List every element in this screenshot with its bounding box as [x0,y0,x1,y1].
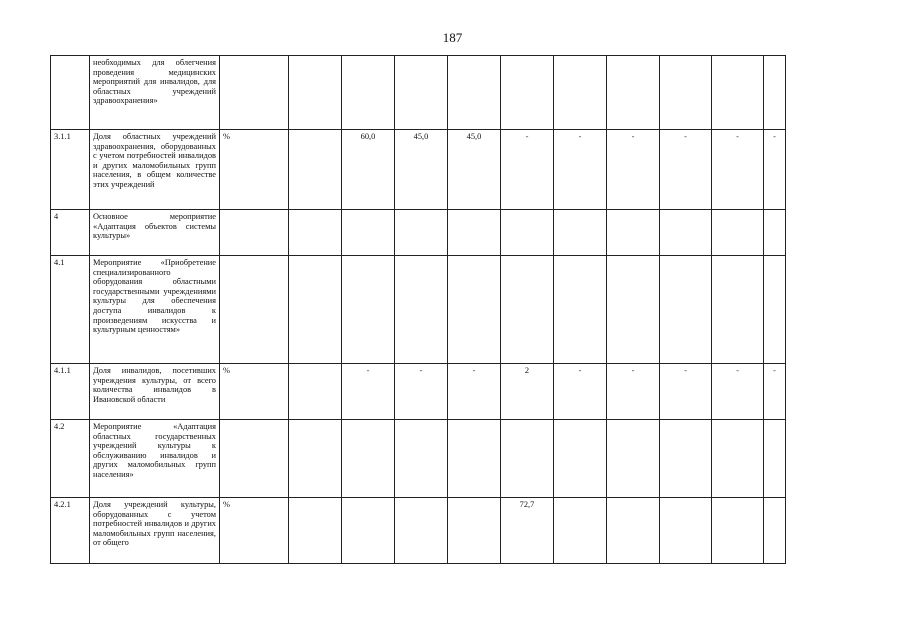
value-cell [764,498,786,564]
value-cell [764,210,786,256]
value-cell [660,420,712,498]
row-unit [220,56,289,130]
value-cell [607,210,660,256]
value-cell: 45,0 [448,130,501,210]
value-cell: - [764,130,786,210]
row-number: 4.1 [51,256,90,364]
value-cell: 45,0 [395,130,448,210]
value-cell: - [448,364,501,420]
row-unit: % [220,498,289,564]
row-number: 4 [51,210,90,256]
value-cell [607,498,660,564]
page-number: 187 [442,30,463,45]
row-description: Доля инвалидов, посетивших учреждения культуры, от всего количества инвалидов в Ивановской области [90,364,220,420]
value-cell [554,56,607,130]
value-cell [501,56,554,130]
row-unit [220,420,289,498]
row-description: Мероприятие «Адаптация областных государственных учреждений культуры к обслуживанию инвалидов и других маломобильных групп населения» [90,420,220,498]
value-cell [501,210,554,256]
value-cell: - [607,130,660,210]
value-cell [607,420,660,498]
value-cell [554,498,607,564]
row-number: 3.1.1 [51,130,90,210]
value-cell: - [395,364,448,420]
value-cell: - [660,130,712,210]
value-cell [342,256,395,364]
value-cell [342,56,395,130]
table-row [51,498,786,564]
value-cell: 2 [501,364,554,420]
row-number: 4.2.1 [51,498,90,564]
value-cell: - [607,364,660,420]
row-description: Доля областных учреждений здравоохранения, оборудованных с учетом потребностей инвалидов и других маломобильных групп населения, в общем количестве этих учреждений [90,130,220,210]
value-cell [607,256,660,364]
value-cell [342,420,395,498]
value-cell [501,420,554,498]
value-cell: - [712,130,764,210]
value-cell [764,256,786,364]
indicator-table [50,55,786,564]
row-description: необходимых для облегчения проведения медицинских мероприятий для инвалидов, для областных учреждений здравоохранения» [90,56,220,130]
value-cell [342,498,395,564]
value-cell [395,420,448,498]
value-cell: - [764,364,786,420]
value-cell: - [342,364,395,420]
value-cell [448,56,501,130]
table-row [51,210,786,256]
value-cell [660,256,712,364]
row-unit: % [220,364,289,420]
value-cell [289,420,342,498]
value-cell [395,210,448,256]
value-cell [607,56,660,130]
table-row [51,56,786,130]
value-cell [554,256,607,364]
value-cell: - [554,364,607,420]
value-cell [660,498,712,564]
value-cell [289,130,342,210]
value-cell [395,498,448,564]
value-cell [289,56,342,130]
row-number [51,56,90,130]
value-cell [764,56,786,130]
row-description: Основное мероприятие «Адаптация объектов системы культуры» [90,210,220,256]
value-cell [448,210,501,256]
value-cell [342,210,395,256]
row-description: Доля учреждений культуры, оборудованных с учетом потребностей инвалидов и других маломобильных групп населения, от общего [90,498,220,564]
value-cell [395,56,448,130]
value-cell [289,210,342,256]
value-cell [660,210,712,256]
value-cell [448,420,501,498]
value-cell [554,210,607,256]
table-row [51,256,786,364]
value-cell [712,56,764,130]
row-unit [220,256,289,364]
value-cell [712,420,764,498]
value-cell: - [554,130,607,210]
row-number: 4.1.1 [51,364,90,420]
value-cell [289,364,342,420]
value-cell: - [660,364,712,420]
table-row [51,364,786,420]
value-cell [712,210,764,256]
value-cell [448,256,501,364]
row-unit [220,210,289,256]
row-number: 4.2 [51,420,90,498]
row-unit: % [220,130,289,210]
table-row [51,130,786,210]
value-cell [395,256,448,364]
table-row [51,420,786,498]
value-cell [712,256,764,364]
value-cell [554,420,607,498]
value-cell [764,420,786,498]
value-cell: - [712,364,764,420]
value-cell [448,498,501,564]
row-description: Мероприятие «Приобретение специализированного оборудования областными государственными учреждениями культуры для обеспечения доступа инвалидов к произведениям искусства и культурным ценностям» [90,256,220,364]
value-cell [712,498,764,564]
value-cell [289,498,342,564]
value-cell [289,256,342,364]
value-cell: 60,0 [342,130,395,210]
value-cell: 72,7 [501,498,554,564]
value-cell: - [501,130,554,210]
value-cell [660,56,712,130]
value-cell [501,256,554,364]
